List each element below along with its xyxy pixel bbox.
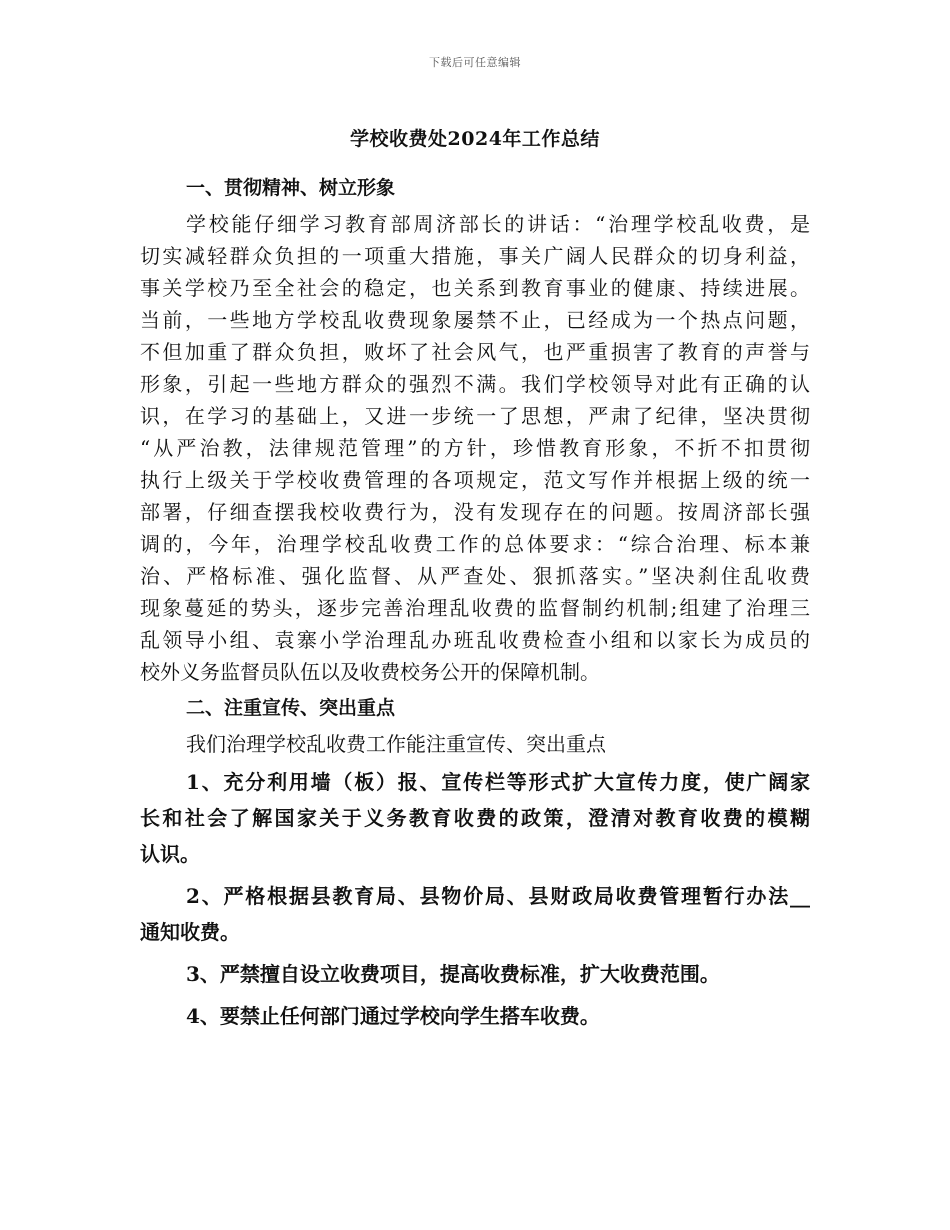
paragraph-line: 当前，一些地方学校乱收费现象屡禁不止，已经成为一个热点问题， [140, 308, 810, 332]
list-item-line: 4、要禁止任何部门通过学校向学生搭车收费。 [186, 1004, 600, 1028]
paragraph-line: 现象蔓延的势头，逐步完善治理乱收费的监督制约机制;组建了治理三 [140, 596, 810, 620]
paragraph-line: 事关学校乃至全社会的稳定，也关系到教育事业的健康、持续进展。 [140, 276, 810, 300]
paragraph-line: 识，在学习的基础上，又进一步统一了思想，严肃了纪律，坚决贯彻 [140, 404, 810, 428]
paragraph-line: 治、严格标准、强化监督、从严查处、狠抓落实。”坚决刹住乱收费 [140, 564, 810, 588]
paragraph-line: 切实减轻群众负担的一项重大措施，事关广阔人民群众的切身利益， [140, 244, 810, 268]
list-item-1 [140, 764, 810, 872]
document-body [140, 172, 810, 1040]
paragraph-line: 执行上级关于学校收费管理的各项规定，范文写作并根据上级的统一 [140, 468, 810, 492]
list-item-line: 通知收费。 [140, 920, 240, 944]
list-item-line: 2、严格根据县教育局、县物价局、县财政局收费管理暂行办法__ [186, 884, 810, 908]
list-item-4 [140, 998, 810, 1034]
page-header-note: 下载后可任意编辑 [429, 56, 521, 69]
list-item-line: 1、充分利用墙（板）报、宣传栏等形式扩大宣传力度，使广阔家 [186, 770, 810, 794]
document-title: 学校收费处2024年工作总结 [350, 128, 600, 150]
section-1-paragraph [140, 208, 810, 688]
list-item-line: 3、严禁擅自设立收费项目，提高收费标准，扩大收费范围。 [186, 962, 720, 986]
paragraph-line: 乱领导小组、袁寨小学治理乱办班乱收费检查小组和以家长为成员的 [140, 628, 810, 652]
paragraph-line: 学校能仔细学习教育部周济部长的讲话：“治理学校乱收费，是 [186, 212, 810, 236]
list-item-line: 长和社会了解国家关于义务教育收费的政策，澄清对教育收费的模糊 [140, 806, 810, 830]
paragraph-line: 部署，仔细查摆我校收费行为，没有发现存在的问题。按周济部长强 [140, 500, 810, 524]
section-2-heading: 二、注重宣传、突出重点 [186, 697, 396, 719]
paragraph-line: 不但加重了群众负担，败坏了社会风气，也严重损害了教育的声誉与 [140, 340, 810, 364]
paragraph-line: 形象，引起一些地方群众的强烈不满。我们学校领导对此有正确的认 [140, 372, 810, 396]
paragraph-line: 调的，今年，治理学校乱收费工作的总体要求：“综合治理、标本兼 [140, 532, 810, 556]
section-1-heading: 一、贯彻精神、树立形象 [186, 177, 396, 199]
paragraph-line: 我们治理学校乱收费工作能注重宣传、突出重点 [186, 732, 606, 756]
paragraph-line: “从严治教，法律规范管理”的方针，珍惜教育形象，不折不扣贯彻 [140, 436, 810, 460]
section-2-intro [140, 728, 810, 760]
list-item-2 [140, 878, 810, 950]
paragraph-line: 校外义务监督员队伍以及收费校务公开的保障机制。 [140, 660, 600, 684]
list-item-3 [140, 956, 810, 992]
list-item-line: 认识。 [140, 842, 200, 866]
